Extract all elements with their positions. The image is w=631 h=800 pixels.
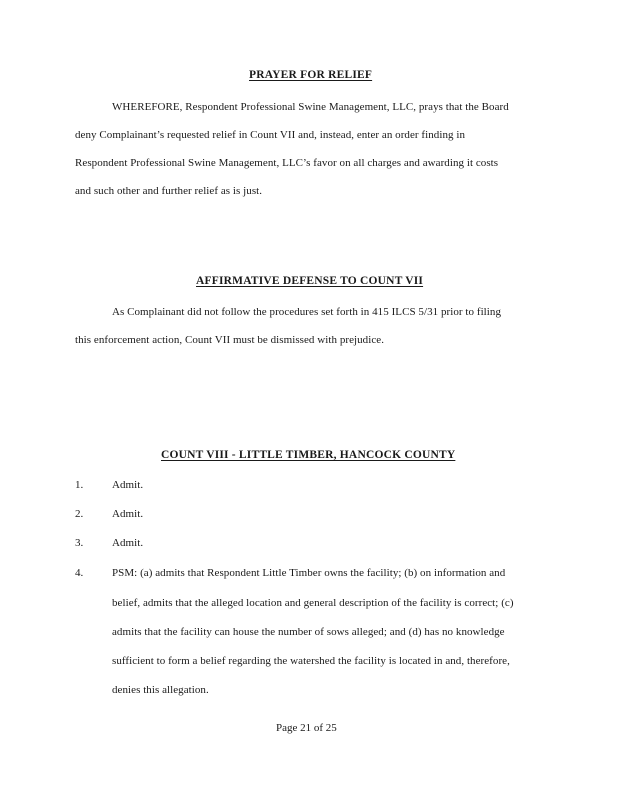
item-text: belief, admits that the alleged location and general description of the facility is correct; (c) (112, 597, 514, 609)
page-number: Page 21 of 25 (276, 722, 337, 734)
prayer-heading: PRAYER FOR RELIEF (249, 69, 373, 81)
item-text: Admit. (112, 508, 144, 520)
item-text: Admit. (112, 479, 144, 491)
defense-line: As Complainant did not follow the procedures set forth in 415 ILCS 5/31 prior to filing (112, 306, 501, 318)
item-text: admits that the facility can house the number of sows alleged; and (d) has no knowledge (112, 626, 505, 638)
item-number: 3. (75, 537, 84, 549)
prayer-line: and such other and further relief as is just. (75, 185, 263, 197)
item-text: PSM: (a) admits that Respondent Little Timber owns the facility; (b) on information and (112, 567, 506, 579)
count8-heading: COUNT VIII - LITTLE TIMBER, HANCOCK COUNTY (161, 449, 456, 461)
defense-line: this enforcement action, Count VII must be dismissed with prejudice. (75, 334, 384, 346)
item-number: 4. (75, 567, 84, 579)
prayer-line: WHEREFORE, Respondent Professional Swine Management, LLC, prays that the Board (112, 101, 509, 113)
prayer-line: deny Complainant’s requested relief in Count VII and, instead, enter an order finding in (75, 129, 466, 141)
item-text: Admit. (112, 537, 144, 549)
defense-heading: AFFIRMATIVE DEFENSE TO COUNT VII (196, 275, 424, 287)
item-text: denies this allegation. (112, 684, 209, 696)
prayer-line: Respondent Professional Swine Management, LLC’s favor on all charges and awarding it costs (75, 157, 499, 169)
item-number: 2. (75, 508, 84, 520)
item-text: sufficient to form a belief regarding the watershed the facility is located in and, therefore, (112, 655, 510, 667)
item-number: 1. (75, 479, 84, 491)
